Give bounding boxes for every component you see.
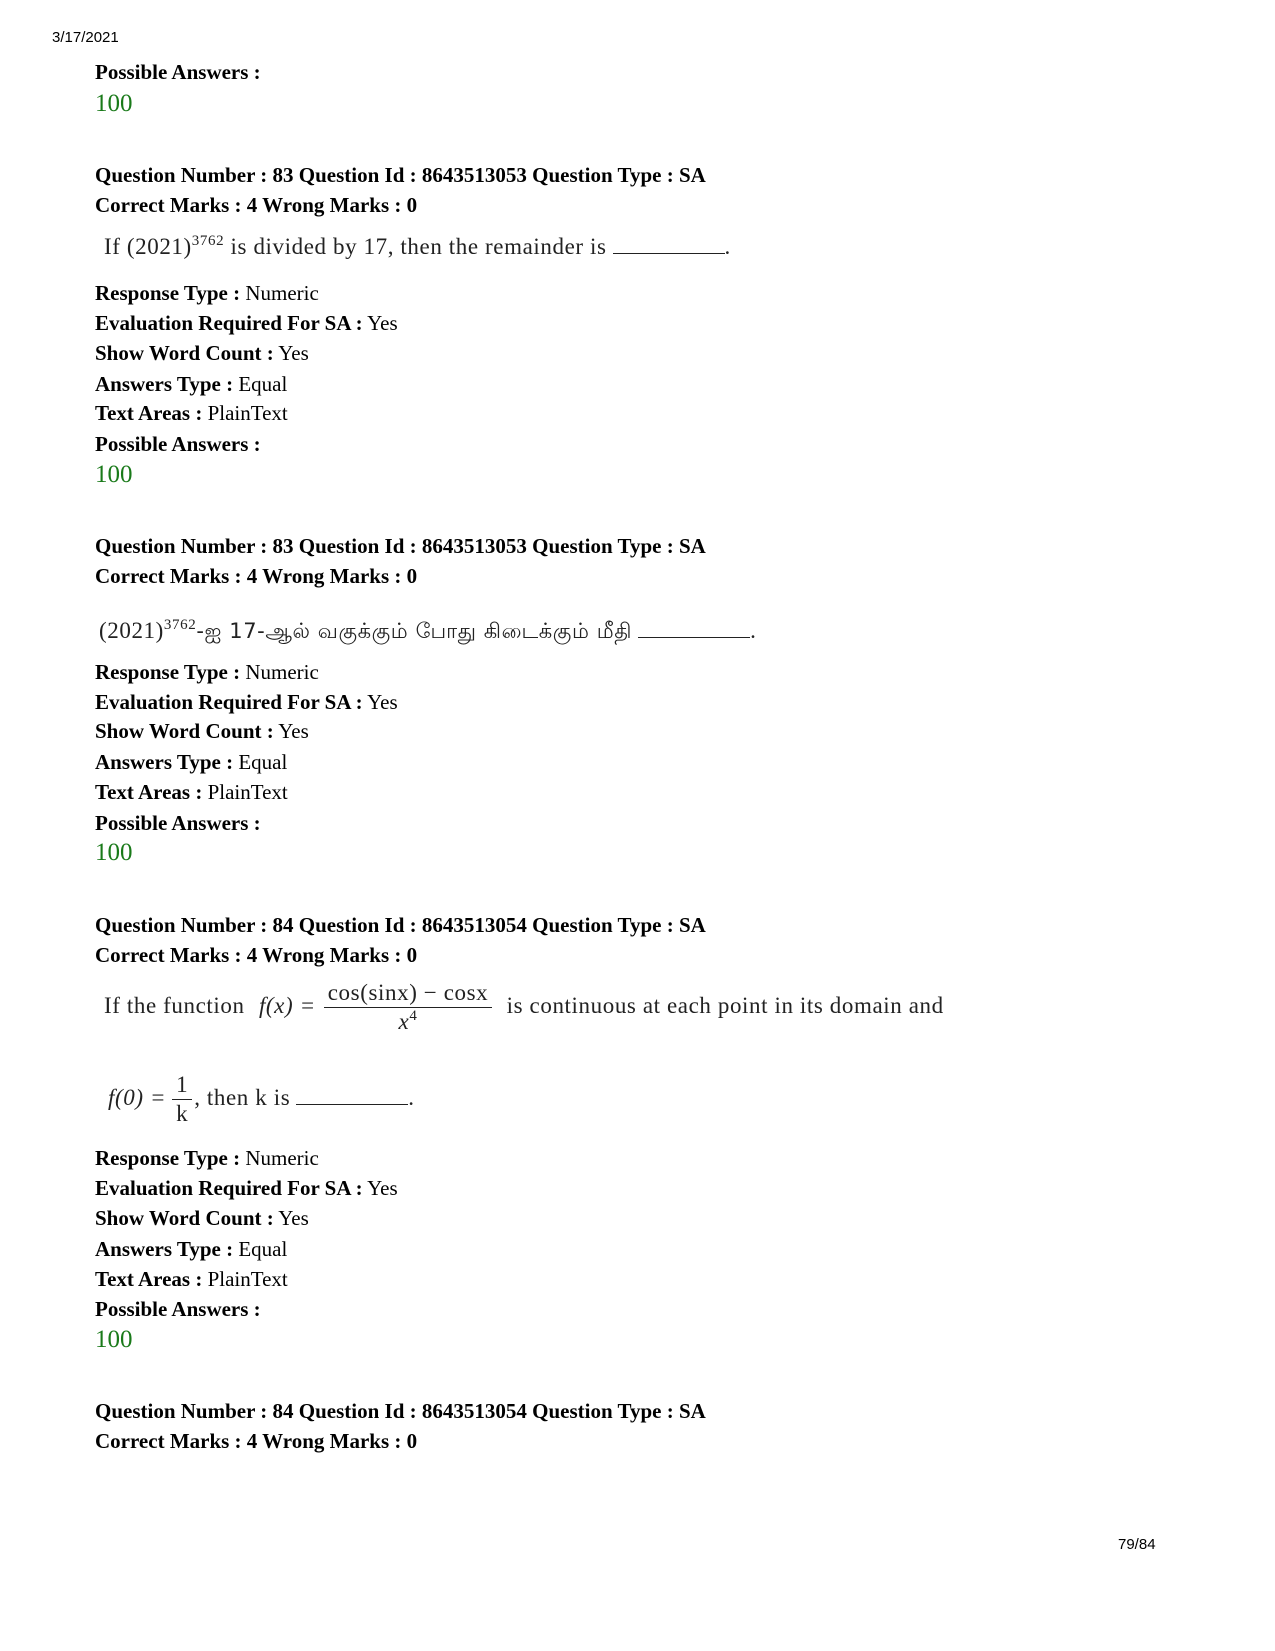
word-count-row	[95, 718, 309, 744]
page-number: 79/84	[1118, 1536, 1156, 1553]
text-areas-label: Text Areas :	[95, 1267, 203, 1291]
fraction-numerator: cos(sinx) − cosx	[324, 980, 493, 1008]
evaluation-row	[95, 1175, 398, 1201]
evaluation-value: Yes	[367, 1176, 398, 1200]
question-marks: Correct Marks : 4 Wrong Marks : 0	[95, 193, 418, 217]
response-type-row	[95, 1145, 319, 1171]
evaluation-value: Yes	[367, 690, 398, 714]
question-text: If $(2021)^{3762}$ is divided by 17, then the remainder is .	[104, 233, 731, 259]
word-count-value: Yes	[278, 1206, 309, 1230]
question-marks: Correct Marks : 4 Wrong Marks : 0	[95, 943, 418, 967]
question-header: Question Number : 84 Question Id : 8643513054 Question Type : SA	[95, 913, 706, 937]
possible-answer-value: 100	[95, 839, 133, 866]
response-type-label: Response Type :	[95, 281, 241, 305]
word-count-value: Yes	[278, 719, 309, 743]
question-marks: Correct Marks : 4 Wrong Marks : 0	[95, 1429, 418, 1453]
evaluation-row	[95, 310, 398, 336]
text-areas-value: PlainText	[207, 401, 288, 425]
fraction-numerator: 1	[172, 1072, 192, 1100]
response-type-value: Numeric	[245, 281, 319, 305]
evaluation-label: Evaluation Required For SA :	[95, 690, 363, 714]
possible-answer-value: 100	[95, 90, 133, 117]
question-text-pre: If the function	[104, 992, 245, 1018]
fraction	[324, 980, 493, 1035]
text-areas-label: Text Areas :	[95, 401, 203, 425]
response-type-label: Response Type :	[95, 1146, 241, 1170]
answers-type-row	[95, 749, 287, 775]
answers-type-row	[95, 371, 287, 397]
question-header: Question Number : 84 Question Id : 8643513054 Question Type : SA	[95, 1399, 706, 1423]
exponent: 4	[409, 1008, 418, 1024]
text-areas-row	[95, 779, 288, 805]
evaluation-row	[95, 689, 398, 715]
possible-answers-label: Possible Answers :	[95, 1297, 261, 1321]
possible-answers-label: Possible Answers :	[95, 60, 261, 84]
answers-type-value: Equal	[238, 750, 288, 774]
f0-label: f(0) =	[108, 1084, 167, 1110]
answers-type-value: Equal	[238, 372, 288, 396]
text-areas-value: PlainText	[207, 780, 288, 804]
evaluation-label: Evaluation Required For SA :	[95, 1176, 363, 1200]
exponent: 3762	[191, 233, 225, 249]
fraction-denominator: x	[398, 1009, 410, 1034]
response-type-label: Response Type :	[95, 660, 241, 684]
question-text-line2: f(0) = $\frac{1}{k}$ , then k is .	[108, 1072, 415, 1126]
word-count-label: Show Word Count :	[95, 1206, 274, 1230]
answer-blank	[296, 1086, 408, 1105]
function-label: f(x) =	[258, 992, 316, 1018]
possible-answers-label: Possible Answers :	[95, 432, 261, 456]
possible-answer-value: 100	[95, 461, 133, 488]
fraction	[172, 1072, 192, 1127]
answer-blank	[613, 235, 725, 254]
response-type-row	[95, 659, 319, 685]
response-type-value: Numeric	[245, 1146, 319, 1170]
question-text-line1	[104, 980, 944, 1035]
exponent: 3762	[163, 617, 197, 633]
question-header: Question Number : 83 Question Id : 8643513053 Question Type : SA	[95, 163, 706, 187]
evaluation-label: Evaluation Required For SA :	[95, 311, 363, 335]
response-type-row	[95, 280, 319, 306]
answers-type-value: Equal	[238, 1237, 288, 1261]
print-date: 3/17/2021	[52, 29, 119, 46]
text-areas-value: PlainText	[207, 1267, 288, 1291]
possible-answers-label: Possible Answers :	[95, 811, 261, 835]
question-marks: Correct Marks : 4 Wrong Marks : 0	[95, 564, 418, 588]
fraction-denominator: k	[176, 1101, 189, 1126]
question-text: $(2021)^{3762}-ஐ$ 17-ஆல் வகுக்கும் போது கிடைக்கும் மீதி .	[99, 617, 757, 643]
question-header: Question Number : 83 Question Id : 8643513053 Question Type : SA	[95, 534, 706, 558]
word-count-label: Show Word Count :	[95, 719, 274, 743]
question-text-post: is continuous at each point in its domain and	[506, 992, 944, 1018]
question-text-pre: (2021)	[99, 618, 164, 643]
answers-type-label: Answers Type :	[95, 1237, 234, 1261]
word-count-row	[95, 1205, 309, 1231]
question-text-pre: If (2021)	[104, 234, 192, 259]
word-count-value: Yes	[278, 341, 309, 365]
word-count-label: Show Word Count :	[95, 341, 274, 365]
word-count-row	[95, 340, 309, 366]
answers-type-label: Answers Type :	[95, 372, 234, 396]
question-text-post: , then k is	[194, 1084, 291, 1110]
response-type-value: Numeric	[245, 660, 319, 684]
possible-answer-value: 100	[95, 1326, 133, 1353]
answer-blank	[638, 619, 750, 638]
evaluation-value: Yes	[367, 311, 398, 335]
question-text-post: is divided by 17, then the remainder is	[224, 234, 607, 259]
text-areas-row	[95, 1266, 288, 1292]
text-areas-label: Text Areas :	[95, 780, 203, 804]
answers-type-label: Answers Type :	[95, 750, 234, 774]
question-text-post: -ஐ 17-ஆல் வகுக்கும் போது கிடைக்கும் மீதி	[196, 619, 633, 643]
answers-type-row	[95, 1236, 287, 1262]
text-areas-row	[95, 400, 288, 426]
